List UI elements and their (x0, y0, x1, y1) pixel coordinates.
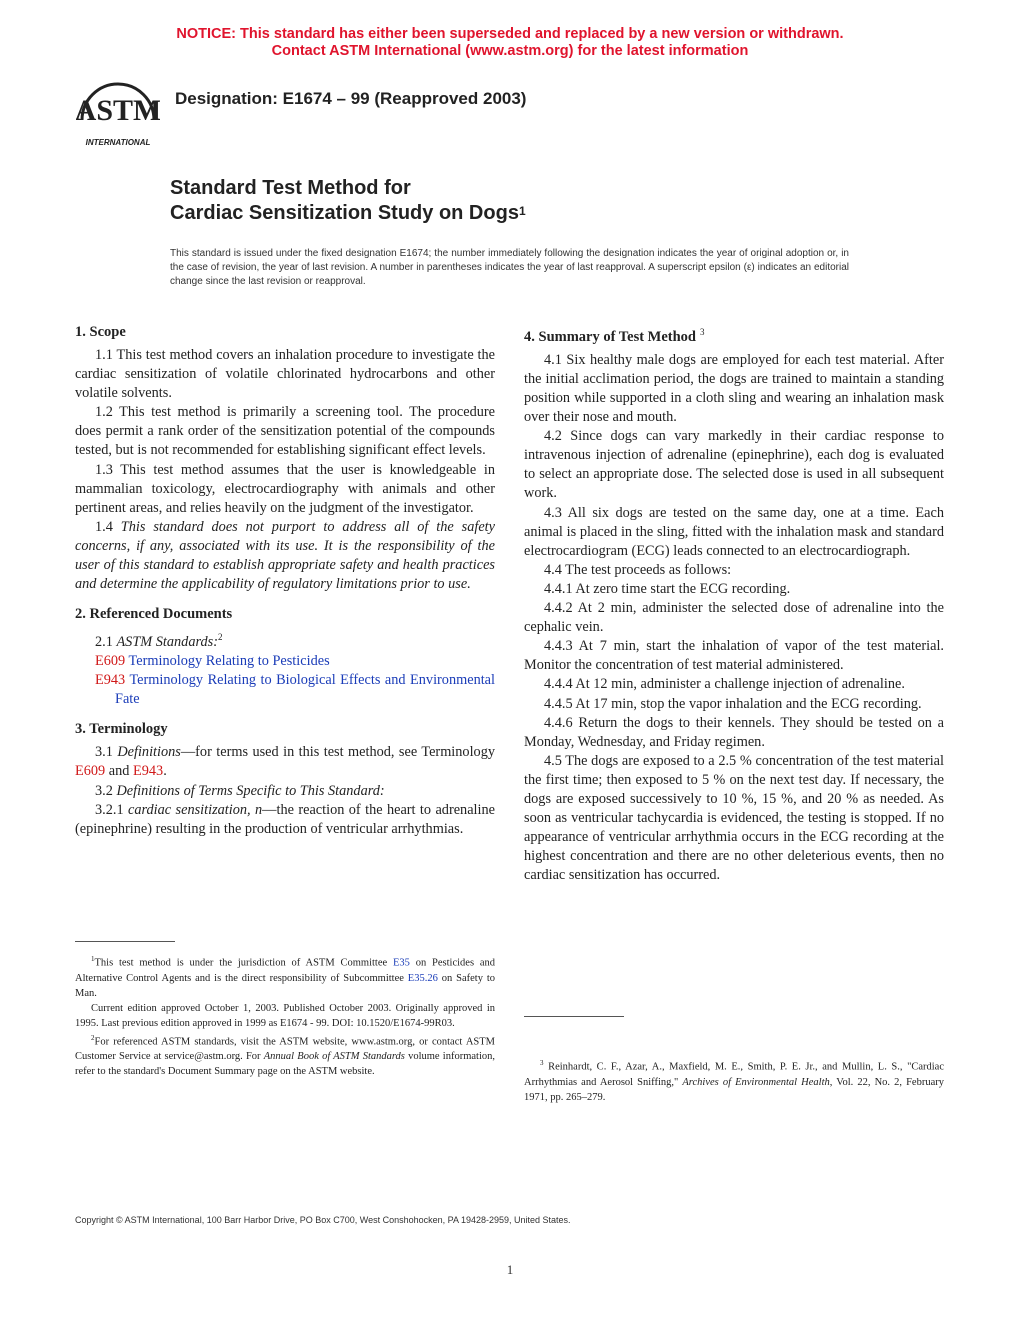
summary-heading: 4. Summary of Test Method $^3$ (524, 327, 705, 345)
title-line-2: Cardiac Sensitization Study on Dogs (170, 202, 519, 224)
terminology-link-e609[interactable]: E609 (75, 763, 106, 780)
scope-heading: 1. Scope (75, 324, 126, 340)
summary-4-3: 4.3 All six dogs are tested on the same day, one at a time. Each animal is placed in the sling, fitted with the inhalation mask and standard electrocardiogram (ECG) leads connected to an electrocardiograph. (524, 504, 944, 559)
terminology-link-e943[interactable]: E943 (133, 763, 164, 780)
referenced-2-1: 2.1 ASTM Standards:$^2$ (95, 632, 223, 650)
reference-e609[interactable]: E609 Terminology Relating to Pesticides (95, 653, 330, 670)
designation: Designation: E1674 – 99 (Reapproved 2003) (175, 89, 527, 108)
terminology-3-1: 3.1 Definitions—for terms used in this test method, see Terminology E609 and E943. (75, 744, 495, 780)
summary-4-4-5: 4.4.5 At 17 min, stop the vapor inhalation and the ECG recording. (544, 695, 922, 712)
footnotes-right (524, 1056, 944, 1105)
summary-4-1: 4.1 Six healthy male dogs are employed for each test material. After the initial acclimation period, the dogs are trained to maintain a standing position while supported in a cloth sling and wearing an inhalation mask over their nose and mouth. (524, 351, 944, 426)
scope-1-1: 1.1 This test method covers an inhalation procedure to investigate the cardiac sensitization of volatile chlorinated hydrocarbons and other volatile solvents. (75, 347, 495, 402)
summary-4-2: 4.2 Since dogs can vary markedly in their cardiac response to intravenous injection of adrenaline (epinephrine), each dog is evaluated to select an appropriate dose. The selected dose is used in all subsequent work. (524, 428, 944, 502)
footnote-2: $^2$For referenced ASTM standards, visit the ASTM website, www.astm.org, or contact ASTM Customer Service at service@astm.org. For Annual Book of ASTM Standards volume information, refer to the standard's Document Summary page on the ASTM website. (75, 1033, 495, 1077)
summary-4-4-6: 4.4.6 Return the dogs to their kennels. They should be tested on a Monday, Wednesday, and Friday regimen. (524, 714, 944, 750)
summary-4-4-1: 4.4.1 At zero time start the ECG recording. (544, 580, 791, 597)
right-column (524, 322, 944, 885)
summary-4-4-3: 4.4.3 At 7 min, start the inhalation of vapor of the test material. Monitor the concentration of test material administered. (524, 638, 944, 674)
title-line-1: Standard Test Method for (170, 177, 411, 199)
footnote-link-e35-26[interactable]: E35.26 (407, 972, 438, 984)
summary-4-5: 4.5 The dogs are exposed to a 2.5 % concentration of the test material the first time; then exposed to 5 % on the next test day. If necessary, the dogs are exposed successively to 10 %, 15 %, and 20 % as needed. As soon as ventricular tachycardia is evidenced, the testing is stopped. If no appearance of ventricular arrhythmia occurs in the ECG recording at the highest concentration and there are no other deleterious events, then no cardiac sensitization has occurred. (524, 752, 944, 884)
terminology-3-2-1: 3.2.1 cardiac sensitization, n—the reaction of the heart to adrenaline (epinephrine) resulting in the production of ventricular arrhythmias. (75, 801, 495, 837)
title-footnote-mark: 1 (518, 204, 526, 218)
footnote-3: $^3$ Reinhardt, C. F., Azar, A., Maxfield, M. E., Smith, P. E. Jr., and Mullin, L. S., "Cardiac Arrhythmias and Aerosol Sniffing," Archives of Environmental Health, Vol. 22, No. 2, February 1971, pp. 265–279. (524, 1059, 944, 1103)
scope-1-2: 1.2 This test method is primarily a screening tool. The procedure does permit a rank order of the sensitization potential of the compounds tested, but is not recommended for establishing significant effect levels. (75, 404, 495, 459)
notice-line-2: Contact ASTM International (www.astm.org) for the latest information (271, 43, 749, 59)
terminology-heading: 3. Terminology (75, 721, 168, 738)
logo-letters: ASTM (76, 94, 160, 127)
footnote-divider-right (524, 1016, 624, 1017)
issuance-note: This standard is issued under the fixed designation E1674; the number immediately following the designation indicates the year of original adoption or, in the case of revision, the year of last revision. A number in parentheses indicates the year of last reapproval. A superscript epsilon (ε) indicates an editorial change since the last revision or reapproval. (170, 248, 849, 287)
reference-e943[interactable]: E943 Terminology Relating to Biological Effects and Environmental Fate (95, 672, 496, 708)
footnote-divider-left (75, 941, 175, 942)
summary-4-4-4: 4.4.4 At 12 min, administer a challenge injection of adrenaline. (544, 676, 905, 693)
logo-subtext: INTERNATIONAL (85, 138, 151, 147)
scope-1-4: 1.4 This standard does not purport to address all of the safety concerns, if any, associated with its use. It is the responsibility of the user of this standard to establish appropriate safety and health practices and determine the applicability of regulatory limitations prior to use. (75, 518, 495, 593)
terminology-3-2: 3.2 Definitions of Terms Specific to This Standard: (95, 782, 385, 799)
document-title (170, 176, 526, 226)
notice-line-1: NOTICE: This standard has either been superseded and replaced by a new version or withdrawn. (176, 26, 844, 42)
footnotes-left (75, 952, 495, 1079)
astm-logo-icon (76, 76, 160, 148)
scope-1-3: 1.3 This test method assumes that the user is knowledgeable in mammalian toxicology, electrocardiography with animals and other pertinent areas, and relies heavily on the judgment of the investigator. (75, 461, 495, 516)
page-number: 1 (506, 1262, 514, 1277)
summary-4-4-2: 4.4.2 At 2 min, administer the selected dose of adrenaline into the cephalic vein. (524, 600, 944, 636)
left-column (75, 322, 495, 839)
footnote-link-e35[interactable]: E35 (392, 957, 410, 969)
footnote-1: $^1$This test method is under the jurisdiction of ASTM Committee E35 on Pesticides and Alternative Control Agents and is the direct responsibility of Subcommittee E35.26 on Safety to Man. (75, 955, 496, 999)
footnote-1-edition: Current edition approved October 1, 2003. Published October 2003. Originally approved in 1995. Last previous edition approved in 1999 as E1674 - 99. DOI: 10.1520/E1674-99R03. (75, 1002, 495, 1029)
copyright-line: Copyright © ASTM International, 100 Barr Harbor Drive, PO Box C700, West Conshohocken, PA 19428-2959, United States. (75, 1215, 571, 1225)
summary-4-4: 4.4 The test proceeds as follows: (544, 561, 732, 578)
astm-logo (76, 76, 160, 148)
referenced-heading: 2. Referenced Documents (75, 606, 233, 623)
superseded-notice (0, 26, 1020, 60)
